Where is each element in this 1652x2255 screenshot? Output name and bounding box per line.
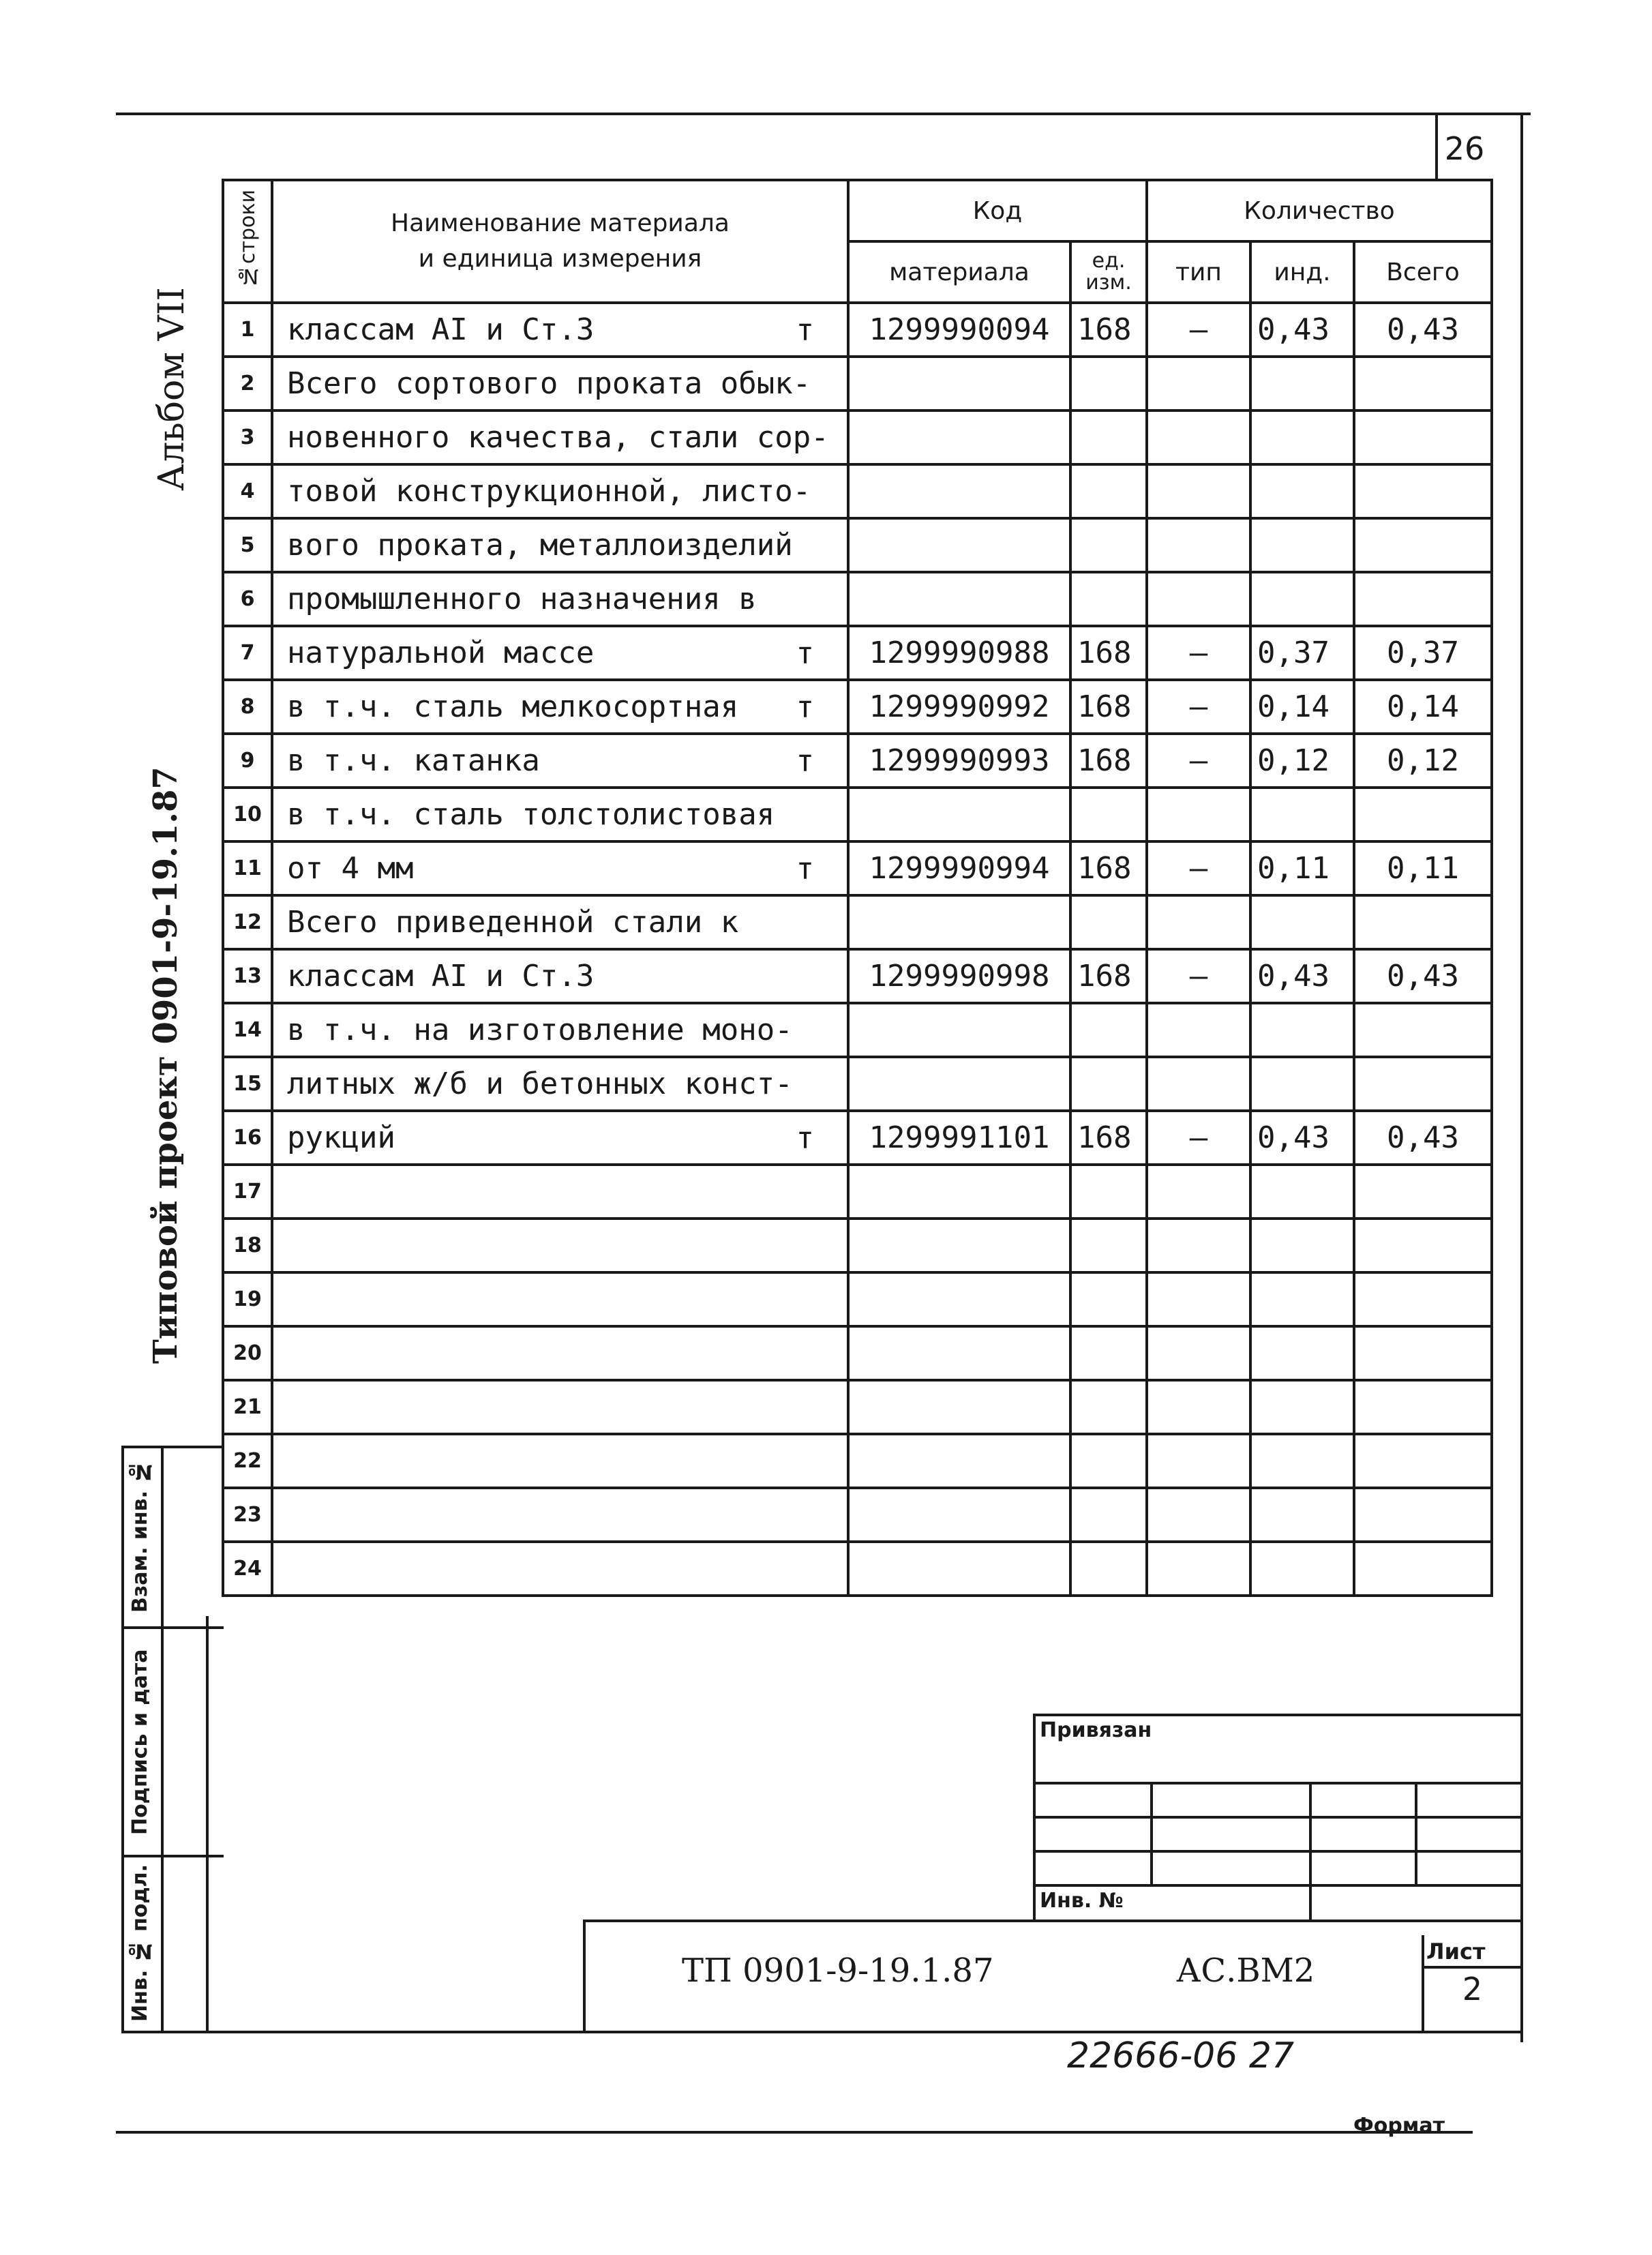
qty-total-cell (1354, 1057, 1492, 1111)
qty-type-cell (1147, 518, 1250, 572)
material-unit-text: т (796, 636, 814, 670)
material-code-cell: 1299990988 (848, 626, 1070, 680)
material-name-cell (272, 626, 848, 680)
table-row (223, 1057, 1492, 1111)
unit-code-cell (1070, 572, 1147, 626)
name-header: Наименование материала и единица измерения (272, 180, 848, 303)
table-row (223, 1003, 1492, 1057)
qty-ind-cell (1250, 1326, 1354, 1380)
table-row (223, 1111, 1492, 1165)
material-code-cell (848, 1434, 1070, 1488)
row-number-cell: 7 (223, 626, 272, 680)
material-name-cell (272, 841, 848, 895)
material-unit-text: т (796, 851, 814, 886)
unit-code-cell (1070, 518, 1147, 572)
qty-type-cell (1147, 1003, 1250, 1057)
material-code-cell: 1299990998 (848, 949, 1070, 1003)
table-row (223, 1542, 1492, 1596)
stamp-col-line-2 (1309, 1782, 1312, 1922)
material-name-cell (272, 1488, 848, 1542)
material-code-cell (848, 464, 1070, 518)
material-name-cell (272, 895, 848, 949)
row-number-cell: 15 (223, 1057, 272, 1111)
material-name-text: Всего приведенной стали к (287, 905, 739, 940)
qty-type-cell: – (1147, 1111, 1250, 1165)
bottom-sheet-line (116, 2131, 1473, 2134)
qty-ind-cell (1250, 1272, 1354, 1326)
qty-type-cell: – (1147, 303, 1250, 357)
material-code-cell (848, 1057, 1070, 1111)
material-unit-text: т (796, 1120, 814, 1155)
qty-ind-header: инд. (1250, 241, 1354, 303)
material-code-cell (848, 357, 1070, 410)
unit-code-cell: 168 (1070, 841, 1147, 895)
qty-ind-cell (1250, 1542, 1354, 1596)
material-name-cell (272, 518, 848, 572)
binding-strip-top (121, 1446, 224, 1448)
material-name-text: литных ж/б и бетонных конст- (287, 1066, 793, 1101)
table-row (223, 518, 1492, 572)
material-name-cell (272, 1272, 848, 1326)
unit-code-cell (1070, 1380, 1147, 1434)
qty-ind-cell (1250, 572, 1354, 626)
material-name-cell (272, 1326, 848, 1380)
table-row (223, 303, 1492, 357)
qty-type-cell (1147, 1542, 1250, 1596)
material-name-cell (272, 464, 848, 518)
stamp-row-line-4 (1033, 1884, 1523, 1887)
row-number-cell: 2 (223, 357, 272, 410)
row-number-cell: 1 (223, 303, 272, 357)
material-unit-text: т (796, 743, 814, 778)
designation-text: ТП 0901-9-19.1.87 (682, 1952, 994, 1990)
unit-code-cell: 168 (1070, 626, 1147, 680)
unit-code-cell (1070, 1434, 1147, 1488)
material-code-cell (848, 1272, 1070, 1326)
table-row (223, 895, 1492, 949)
qty-total-cell (1354, 464, 1492, 518)
material-code-cell (848, 1542, 1070, 1596)
material-name-cell (272, 1057, 848, 1111)
material-code-cell: 1299990094 (848, 303, 1070, 357)
qty-type-cell (1147, 572, 1250, 626)
qty-type-cell (1147, 1219, 1250, 1272)
qty-total-header: Всего (1354, 241, 1492, 303)
material-name-text: в т.ч. сталь толстолистовая (287, 797, 775, 832)
row-number-cell: 18 (223, 1219, 272, 1272)
table-row (223, 626, 1492, 680)
material-code-cell (848, 788, 1070, 841)
material-name-cell (272, 357, 848, 410)
material-name-cell (272, 734, 848, 788)
qty-ind-cell (1250, 1434, 1354, 1488)
quantity-header: Количество (1147, 180, 1492, 241)
designation-box-top (583, 1920, 1523, 1922)
podpis-data-label: Подпись и дата (128, 1649, 152, 1835)
row-number-cell: 24 (223, 1542, 272, 1596)
row-number-cell: 23 (223, 1488, 272, 1542)
material-name-cell (272, 680, 848, 734)
row-number-header: №строки (223, 180, 272, 303)
material-name-cell (272, 572, 848, 626)
qty-ind-cell (1250, 357, 1354, 410)
qty-type-cell (1147, 357, 1250, 410)
material-code-cell (848, 1003, 1070, 1057)
qty-ind-cell (1250, 518, 1354, 572)
qty-type-cell (1147, 1326, 1250, 1380)
binding-strip-inner (161, 1446, 164, 2032)
stamp-row-line-1 (1033, 1782, 1523, 1784)
qty-type-cell (1147, 1488, 1250, 1542)
material-code-cell (848, 1380, 1070, 1434)
qty-ind-cell (1250, 788, 1354, 841)
unit-code-cell: 168 (1070, 303, 1147, 357)
qty-total-cell (1354, 1488, 1492, 1542)
row-number-cell: 8 (223, 680, 272, 734)
inv-no-label: Инв. № (1040, 1889, 1124, 1913)
qty-ind-cell (1250, 1219, 1354, 1272)
qty-total-cell: 0,43 (1354, 303, 1492, 357)
material-name-text: натуральной массе (287, 636, 595, 670)
unit-code-cell (1070, 1488, 1147, 1542)
row-number-cell: 11 (223, 841, 272, 895)
unit-code-cell: 168 (1070, 949, 1147, 1003)
unit-code-cell (1070, 1542, 1147, 1596)
material-name-text: Всего сортового проката обык- (287, 366, 811, 401)
table-row (223, 357, 1492, 410)
format-label: Формат (1353, 2114, 1445, 2138)
qty-total-cell (1354, 1003, 1492, 1057)
qty-ind-cell (1250, 464, 1354, 518)
code-material-header: материала (848, 241, 1070, 303)
row-number-cell: 17 (223, 1165, 272, 1219)
qty-total-cell: 0,14 (1354, 680, 1492, 734)
qty-ind-cell (1250, 1488, 1354, 1542)
frame-left-line (206, 1616, 209, 2033)
material-name-cell (272, 1003, 848, 1057)
qty-total-cell (1354, 1272, 1492, 1326)
row-number-cell: 12 (223, 895, 272, 949)
unit-code-cell (1070, 464, 1147, 518)
stamp-col-line-3 (1415, 1782, 1417, 1885)
qty-ind-cell: 0,43 (1250, 949, 1354, 1003)
material-unit-text: т (796, 689, 814, 724)
row-number-cell: 3 (223, 410, 272, 464)
qty-type-cell (1147, 410, 1250, 464)
designation-box-left (583, 1920, 586, 2032)
row-number-cell: 5 (223, 518, 272, 572)
qty-type-cell (1147, 464, 1250, 518)
material-name-text: промышленного назначения в (287, 582, 757, 616)
stamp-top-line (1033, 1714, 1523, 1716)
qty-ind-cell: 0,12 (1250, 734, 1354, 788)
qty-total-cell (1354, 572, 1492, 626)
material-name-cell (272, 1434, 848, 1488)
material-code-cell (848, 895, 1070, 949)
unit-code-cell (1070, 410, 1147, 464)
unit-code-cell (1070, 788, 1147, 841)
material-name-cell (272, 1380, 848, 1434)
row-number-cell: 10 (223, 788, 272, 841)
qty-ind-cell: 0,43 (1250, 1111, 1354, 1165)
qty-total-cell (1354, 1542, 1492, 1596)
qty-ind-cell (1250, 1380, 1354, 1434)
qty-type-cell: – (1147, 734, 1250, 788)
row-number-cell: 22 (223, 1434, 272, 1488)
project-label: Типовой проект 0901-9-19.1.87 (147, 766, 185, 1364)
material-name-text: новенного качества, стали сор- (287, 420, 829, 455)
material-name-cell (272, 1542, 848, 1596)
qty-total-cell (1354, 518, 1492, 572)
table-row (223, 1488, 1492, 1542)
unit-code-cell: 168 (1070, 734, 1147, 788)
row-number-cell: 20 (223, 1326, 272, 1380)
table-row (223, 1272, 1492, 1326)
qty-type-cell (1147, 1272, 1250, 1326)
qty-total-cell: 0,43 (1354, 1111, 1492, 1165)
qty-type-cell (1147, 1165, 1250, 1219)
code-unit-header: ед. изм. (1070, 241, 1147, 303)
qty-type-cell: – (1147, 626, 1250, 680)
material-name-text: в т.ч. сталь мелкосортная (287, 689, 739, 724)
qty-type-cell: – (1147, 841, 1250, 895)
qty-ind-cell: 0,14 (1250, 680, 1354, 734)
stamp-row-line-3 (1033, 1850, 1523, 1853)
list-box-divider (1422, 1966, 1523, 1969)
page-number: 26 (1444, 130, 1485, 167)
row-number-cell: 13 (223, 949, 272, 1003)
document-code: АС.ВМ2 (1176, 1952, 1315, 1990)
privyazan-label: Привязан (1040, 1718, 1152, 1742)
right-frame-line (1520, 113, 1523, 2042)
row-number-cell: 21 (223, 1380, 272, 1434)
table-row (223, 1326, 1492, 1380)
material-name-cell (272, 1219, 848, 1272)
material-code-cell: 1299991101 (848, 1111, 1070, 1165)
binding-strip-outer (121, 1446, 124, 2032)
qty-type-header: тип (1147, 241, 1250, 303)
table-row (223, 1434, 1492, 1488)
material-name-text: в т.ч. катанка (287, 743, 540, 778)
qty-total-cell: 0,43 (1354, 949, 1492, 1003)
qty-total-cell (1354, 1326, 1492, 1380)
unit-code-cell (1070, 1057, 1147, 1111)
frame-bottom-line (121, 2031, 1523, 2033)
material-code-cell: 1299990993 (848, 734, 1070, 788)
stamp-row-line-2 (1033, 1816, 1523, 1819)
material-name-text: товой конструкционной, листо- (287, 474, 811, 509)
qty-total-cell: 0,37 (1354, 626, 1492, 680)
qty-type-cell (1147, 1057, 1250, 1111)
qty-type-cell (1147, 895, 1250, 949)
row-number-cell: 6 (223, 572, 272, 626)
qty-total-cell (1354, 895, 1492, 949)
material-code-cell: 1299990992 (848, 680, 1070, 734)
row-number-cell: 14 (223, 1003, 272, 1057)
material-name-cell (272, 1111, 848, 1165)
handwritten-number: 22666-06 27 (1067, 2035, 1295, 2076)
inv-podl-label: Инв. № подл. (128, 1864, 152, 2022)
material-name-text: вого проката, металлоизделий (287, 528, 793, 563)
material-name-text: классам АI и Ст.3 (287, 312, 595, 347)
qty-ind-cell (1250, 1165, 1354, 1219)
material-code-cell (848, 572, 1070, 626)
qty-type-cell: – (1147, 680, 1250, 734)
row-number-cell: 16 (223, 1111, 272, 1165)
qty-total-cell (1354, 357, 1492, 410)
table-row (223, 1219, 1492, 1272)
unit-code-cell (1070, 357, 1147, 410)
table-row (223, 1165, 1492, 1219)
row-number-cell: 4 (223, 464, 272, 518)
qty-type-cell: – (1147, 949, 1250, 1003)
material-code-cell (848, 1219, 1070, 1272)
material-name-text: в т.ч. на изготовление моно- (287, 1013, 793, 1047)
list-number: 2 (1462, 1971, 1483, 2007)
qty-total-cell: 0,12 (1354, 734, 1492, 788)
qty-ind-cell (1250, 1003, 1354, 1057)
table-row (223, 410, 1492, 464)
table-row (223, 734, 1492, 788)
table-row (223, 680, 1492, 734)
material-code-cell (848, 1326, 1070, 1380)
qty-type-cell (1147, 788, 1250, 841)
qty-total-cell (1354, 1434, 1492, 1488)
unit-code-cell (1070, 1165, 1147, 1219)
qty-ind-cell: 0,37 (1250, 626, 1354, 680)
qty-ind-cell: 0,11 (1250, 841, 1354, 895)
qty-type-cell (1147, 1380, 1250, 1434)
material-name-cell (272, 410, 848, 464)
unit-code-cell: 168 (1070, 1111, 1147, 1165)
material-code-cell: 1299990994 (848, 841, 1070, 895)
top-frame-line (116, 113, 1531, 115)
list-label: Лист (1426, 1939, 1486, 1965)
specification-table (222, 179, 1493, 1597)
table-row (223, 572, 1492, 626)
table-row (223, 949, 1492, 1003)
table-row (223, 788, 1492, 841)
qty-total-cell (1354, 410, 1492, 464)
material-unit-text: т (796, 312, 814, 347)
material-code-cell (848, 1165, 1070, 1219)
material-name-cell (272, 1165, 848, 1219)
material-code-cell (848, 1488, 1070, 1542)
material-name-cell (272, 303, 848, 357)
material-name-text: классам АI и Ст.3 (287, 959, 595, 994)
material-name-text: рукций (287, 1120, 395, 1155)
unit-code-cell (1070, 1219, 1147, 1272)
qty-ind-cell (1250, 895, 1354, 949)
qty-total-cell (1354, 1165, 1492, 1219)
table-row (223, 841, 1492, 895)
qty-ind-cell: 0,43 (1250, 303, 1354, 357)
qty-ind-cell (1250, 1057, 1354, 1111)
unit-code-cell: 168 (1070, 680, 1147, 734)
table-row (223, 464, 1492, 518)
material-code-cell (848, 410, 1070, 464)
material-name-cell (272, 949, 848, 1003)
row-number-cell: 19 (223, 1272, 272, 1326)
vzam-inv-label: Взам. инв. № (128, 1459, 152, 1613)
album-label: Альбом VII (151, 287, 192, 491)
unit-code-cell (1070, 1326, 1147, 1380)
qty-total-cell: 0,11 (1354, 841, 1492, 895)
material-code-cell (848, 518, 1070, 572)
qty-total-cell (1354, 1380, 1492, 1434)
unit-code-cell (1070, 895, 1147, 949)
qty-total-cell (1354, 788, 1492, 841)
material-name-cell (272, 788, 848, 841)
row-number-cell: 9 (223, 734, 272, 788)
material-name-text: от 4 мм (287, 851, 414, 886)
unit-code-cell (1070, 1272, 1147, 1326)
qty-total-cell (1354, 1219, 1492, 1272)
qty-type-cell (1147, 1434, 1250, 1488)
stamp-col-line-1 (1150, 1782, 1153, 1885)
unit-code-cell (1070, 1003, 1147, 1057)
code-header: Код (848, 180, 1147, 241)
table-row (223, 1380, 1492, 1434)
qty-ind-cell (1250, 410, 1354, 464)
